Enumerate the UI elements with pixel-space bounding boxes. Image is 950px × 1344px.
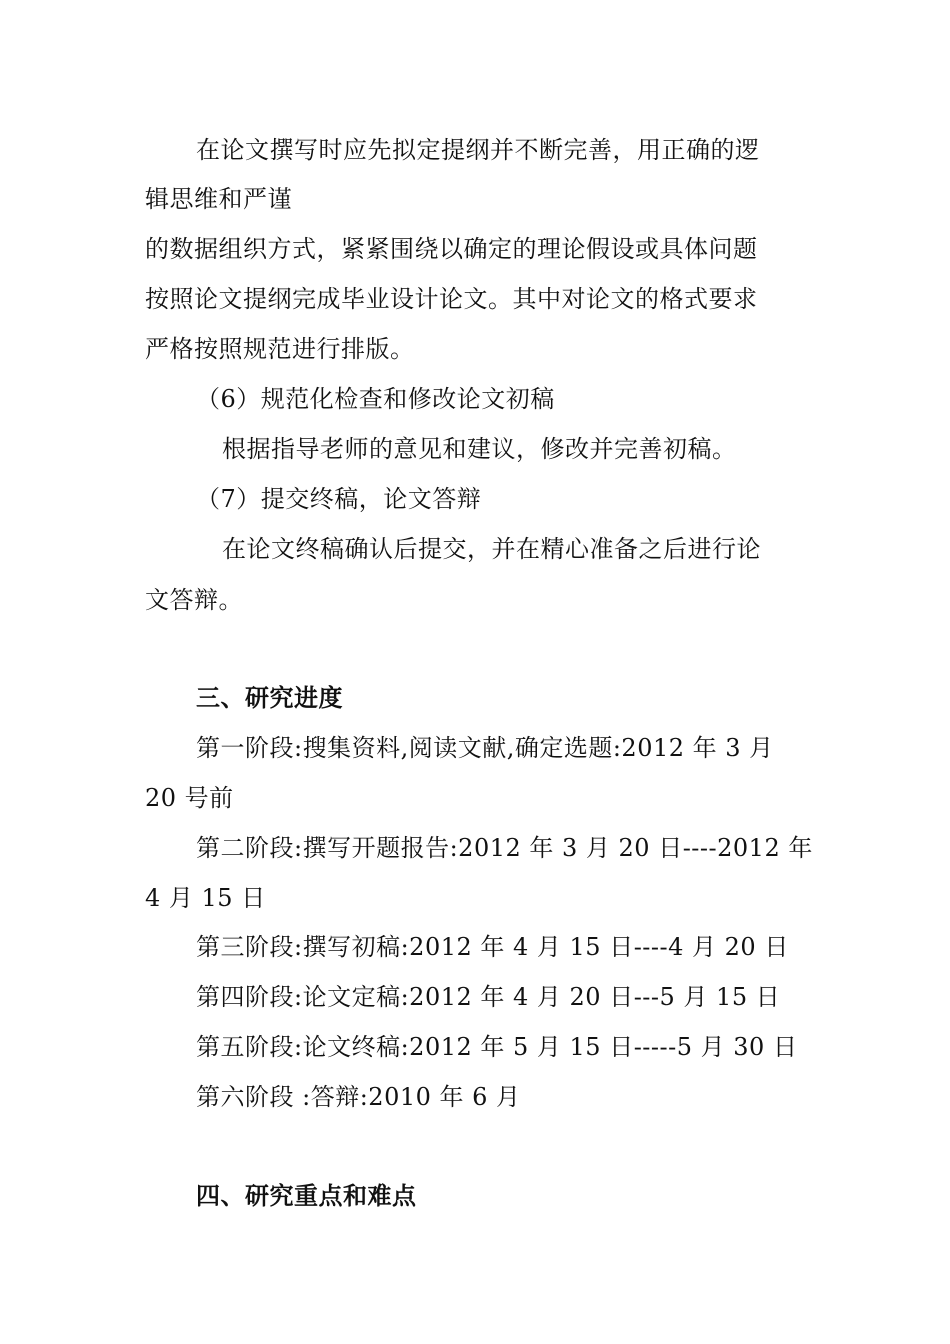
para2-line2: 按照论文提纲完成毕业设计论文。其中对论文的格式要求 (145, 285, 758, 313)
step7-line2: 文答辩。 (145, 586, 243, 614)
stage5-line: 第五阶段:论文终稿:2012 年 5 月 15 日-----5 月 30 日 (196, 1033, 798, 1061)
section3-heading: 三、研究进度 (196, 683, 343, 712)
stage2-line1: 第二阶段:撰写开题报告:2012 年 3 月 20 日----2012 年 (196, 834, 813, 862)
stage2-line2: 4 月 15 日 (145, 884, 266, 912)
stage3-line: 第三阶段:撰写初稿:2012 年 4 月 15 日----4 月 20 日 (196, 933, 789, 961)
stage6-line: 第六阶段 :答辩:2010 年 6 月 (196, 1083, 521, 1111)
para2-line3: 严格按照规范进行排版。 (145, 335, 415, 363)
step6-text: 根据指导老师的意见和建议，修改并完善初稿。 (222, 435, 737, 463)
section4-heading: 四、研究重点和难点 (196, 1181, 417, 1210)
stage4-line: 第四阶段:论文定稿:2012 年 4 月 20 日---5 月 15 日 (196, 983, 781, 1011)
step7-title: （7）提交终稿，论文答辩 (196, 485, 482, 513)
para1-line2: 辑思维和严谨 (145, 185, 292, 213)
para2-line1: 的数据组织方式，紧紧围绕以确定的理论假设或具体问题 (145, 235, 758, 263)
step7-line1: 在论文终稿确认后提交，并在精心准备之后进行论 (222, 535, 761, 563)
stage1-line2: 20 号前 (145, 784, 234, 812)
para1-line1: 在论文撰写时应先拟定提纲并不断完善，用正确的逻 (196, 136, 760, 164)
step6-title: （6）规范化检查和修改论文初稿 (196, 385, 555, 413)
stage1-line1: 第一阶段:搜集资料,阅读文献,确定选题:2012 年 3 月 (196, 734, 774, 762)
